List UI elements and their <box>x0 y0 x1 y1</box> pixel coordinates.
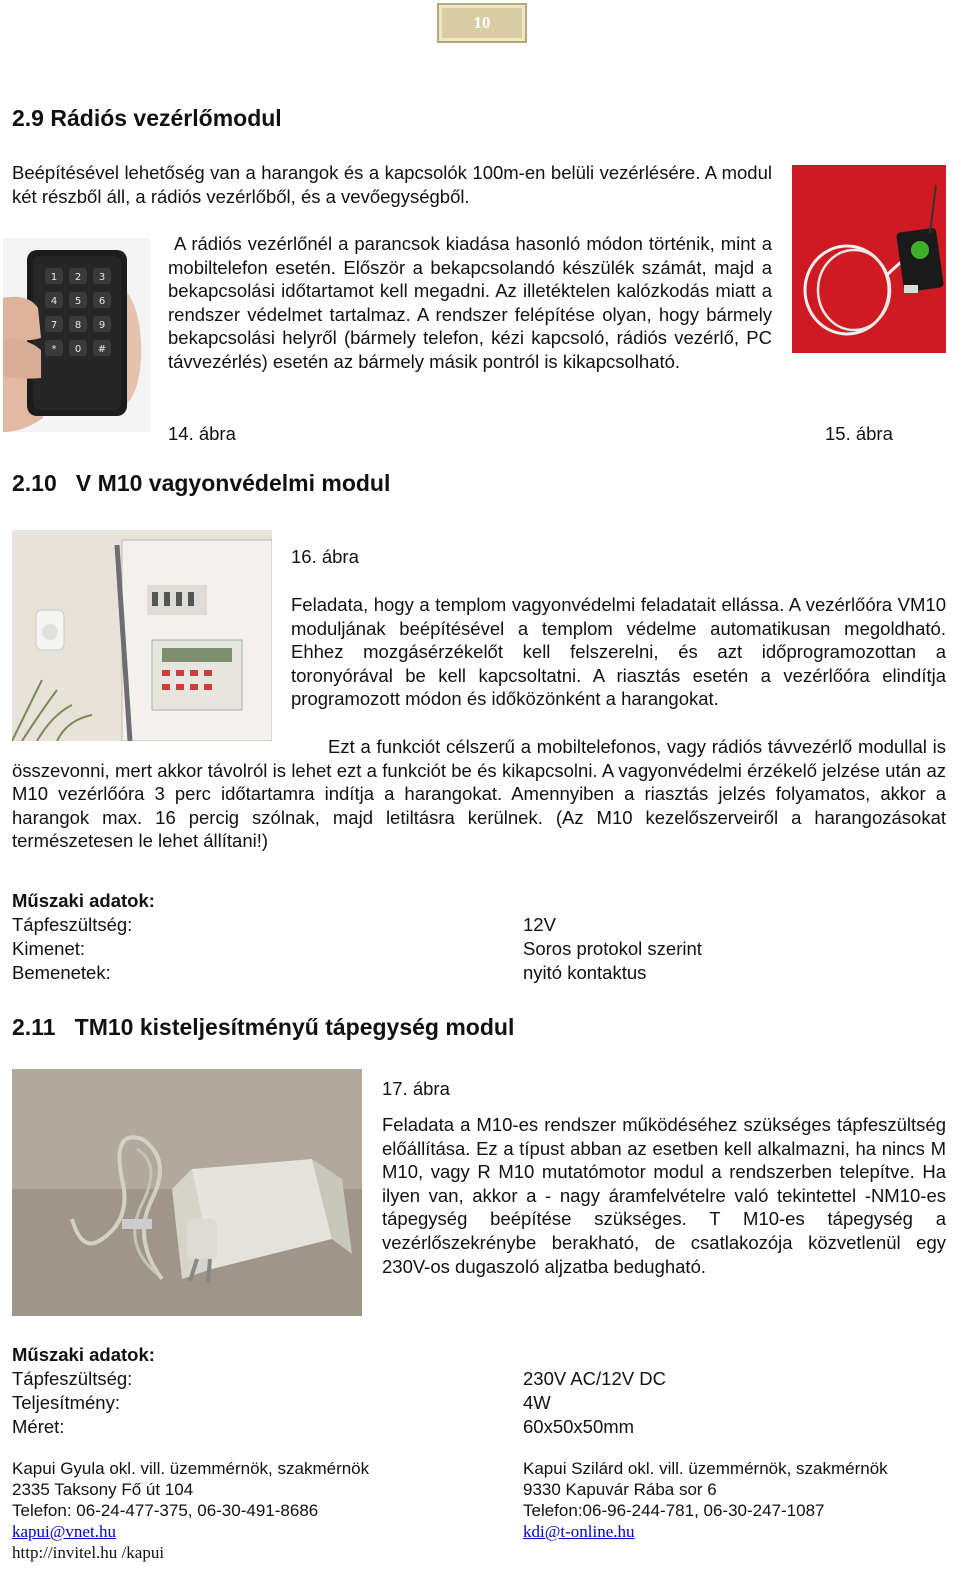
spec-value: 230V AC/12V DC <box>523 1368 666 1389</box>
section-2-10-paragraph-1: Feladata, hogy a templom vagyonvédelmi feladatait ellássa. A vezérlőóra VM10 moduljának beépítésével a templom védelme automatikusan megoldható. Ehhez mozgásérzékelőt kell felszerelni, és azt időprogramozottan a toronyórával be kell kapcsoltatni. A riasztás esetén a vezérlőóra elindítja programozott módon és időközönként a harangokat. <box>291 594 946 710</box>
spec-label: Tápfeszültség: <box>12 914 133 935</box>
footer-right-name: Kapui Szilárd okl. vill. üzemmérnök, szakmérnök <box>523 1459 888 1478</box>
keypad-key-label: 0 <box>74 344 82 355</box>
power-supply-photo <box>12 1069 362 1316</box>
footer-left <box>12 1458 369 1563</box>
keypad-key-label: 3 <box>98 272 106 283</box>
footer-left-address: 2335 Taksony Fő út 104 <box>12 1480 194 1499</box>
keypad-key-label: 8 <box>74 320 82 331</box>
radio-receiver-photo <box>792 165 946 353</box>
page-number: 10 <box>437 3 527 43</box>
keypad-key-label: 5 <box>74 296 82 307</box>
keypad-key-label: 1 <box>50 272 58 283</box>
section-heading-2-10: 2.10 V M10 vagyonvédelmi modul <box>12 470 391 496</box>
keypad-key-label: 2 <box>74 272 82 283</box>
spec-label: Méret: <box>12 1416 65 1437</box>
footer-right-email-link[interactable]: kdi@t-online.hu <box>523 1522 635 1541</box>
figure-14-caption: 14. ábra <box>168 423 236 444</box>
spec-label: Teljesítmény: <box>12 1392 120 1413</box>
section-2-10-paragraph-2: Ezt a funkciót célszerű a mobiltelefonos, vagy rádiós távvezérlő modullal is összevonni, mert akkor távolról is lehet ezt a funkciót be és kikapcsolni. A vagyonvédelmi érzékelő jelzése után az M10 vezérlőóra 3 perc időtartamra indítja a harangokat. Amennyiben a riasztás jelzés folyamatos, akkor a harangok max. 16 percig szólnak, majd letiltásra kerülnek. (Az M10 kezelőszerveiről a harangozásokat természetesen le lehet állítani!) <box>12 736 946 852</box>
spec-label: Tápfeszültség: <box>12 1368 133 1389</box>
spec-value: Soros protokol szerint <box>523 938 702 959</box>
section-2-9-body: A rádiós vezérlőnél a parancsok kiadása hasonló módon történik, mint a mobiltelefon esetén. Először a bekapcsolandó készülék számát, majd a bekapcsolási időtartamot kell megadni. Az illetéktelen kalózkodás miatt a rendszer védelmet tartalmaz. A rendszer felépítése olyan, hogy bármely bekapcsolási helyről (bármely telefon, kézi kapcsoló, rádiós vezérlő, PC távvezérlés) esetén az bármely másik pontról is kikapcsolható. <box>168 233 772 372</box>
section-heading-2-9: 2.9 Rádiós vezérlőmodul <box>12 105 282 131</box>
footer-right <box>523 1458 888 1542</box>
footer-right-phone: Telefon:06-96-244-781, 06-30-247-1087 <box>523 1501 825 1520</box>
figure-17-caption: 17. ábra <box>382 1078 450 1099</box>
keypad-key-label: 7 <box>50 320 58 331</box>
spec-value: 12V <box>523 914 556 935</box>
figure-15-caption: 15. ábra <box>825 423 893 444</box>
footer-left-name: Kapui Gyula okl. vill. üzemmérnök, szakmérnök <box>12 1459 370 1478</box>
spec-value: nyitó kontaktus <box>523 962 647 983</box>
section-heading-2-11: 2.11 TM10 kisteljesítményű tápegység modul <box>12 1014 515 1040</box>
security-module-photo <box>12 530 272 741</box>
spec-value: 4W <box>523 1392 551 1413</box>
spec-value: 60x50x50mm <box>523 1416 635 1437</box>
keypad-key-label: 4 <box>50 296 58 307</box>
footer-left-web: http://invitel.hu /kapui <box>12 1543 165 1562</box>
radio-remote-photo <box>3 238 150 432</box>
section-2-9-intro: Beépítésével lehetőség van a harangok és a kapcsolók 100m-en belüli vezérlésére. A modul két részből áll, a rádiós vezérlőből, és a vevőegységből. <box>12 162 772 207</box>
footer-left-phone: Telefon: 06-24-477-375, 06-30-491-8686 <box>12 1501 319 1520</box>
keypad-key-label: 9 <box>98 320 106 331</box>
specs-title-2-10: Műszaki adatok: <box>12 890 155 911</box>
footer-right-address: 9330 Kapuvár Rába sor 6 <box>523 1480 717 1499</box>
keypad-key-label: 6 <box>98 296 106 307</box>
keypad-key-label: * <box>51 344 57 355</box>
spec-label: Bemenetek: <box>12 962 111 983</box>
specs-title-2-11: Műszaki adatok: <box>12 1344 155 1365</box>
keypad-key-label: # <box>97 344 107 355</box>
section-2-11-body: Feladata a M10-es rendszer működéséhez szükséges tápfeszültség előállítása. Ez a típust abban az esetben kell alkalmazni, ha nincs M M10, vagy R M10 mutatómotor modul a rendszerben telepítve. Ha ilyen van, akkor a - nagy áramfelvételre való tekintettel -NM10-es tápegység beépítése szükséges. T M10-es tápegység a vezérlőszekrénybe berakható, de csatlakozója közvetlenül egy 230V-os dugaszoló aljzatba bedugható. <box>382 1114 946 1277</box>
spec-label: Kimenet: <box>12 938 86 959</box>
footer-left-email-link[interactable]: kapui@vnet.hu <box>12 1522 116 1541</box>
figure-16-caption: 16. ábra <box>291 546 359 567</box>
